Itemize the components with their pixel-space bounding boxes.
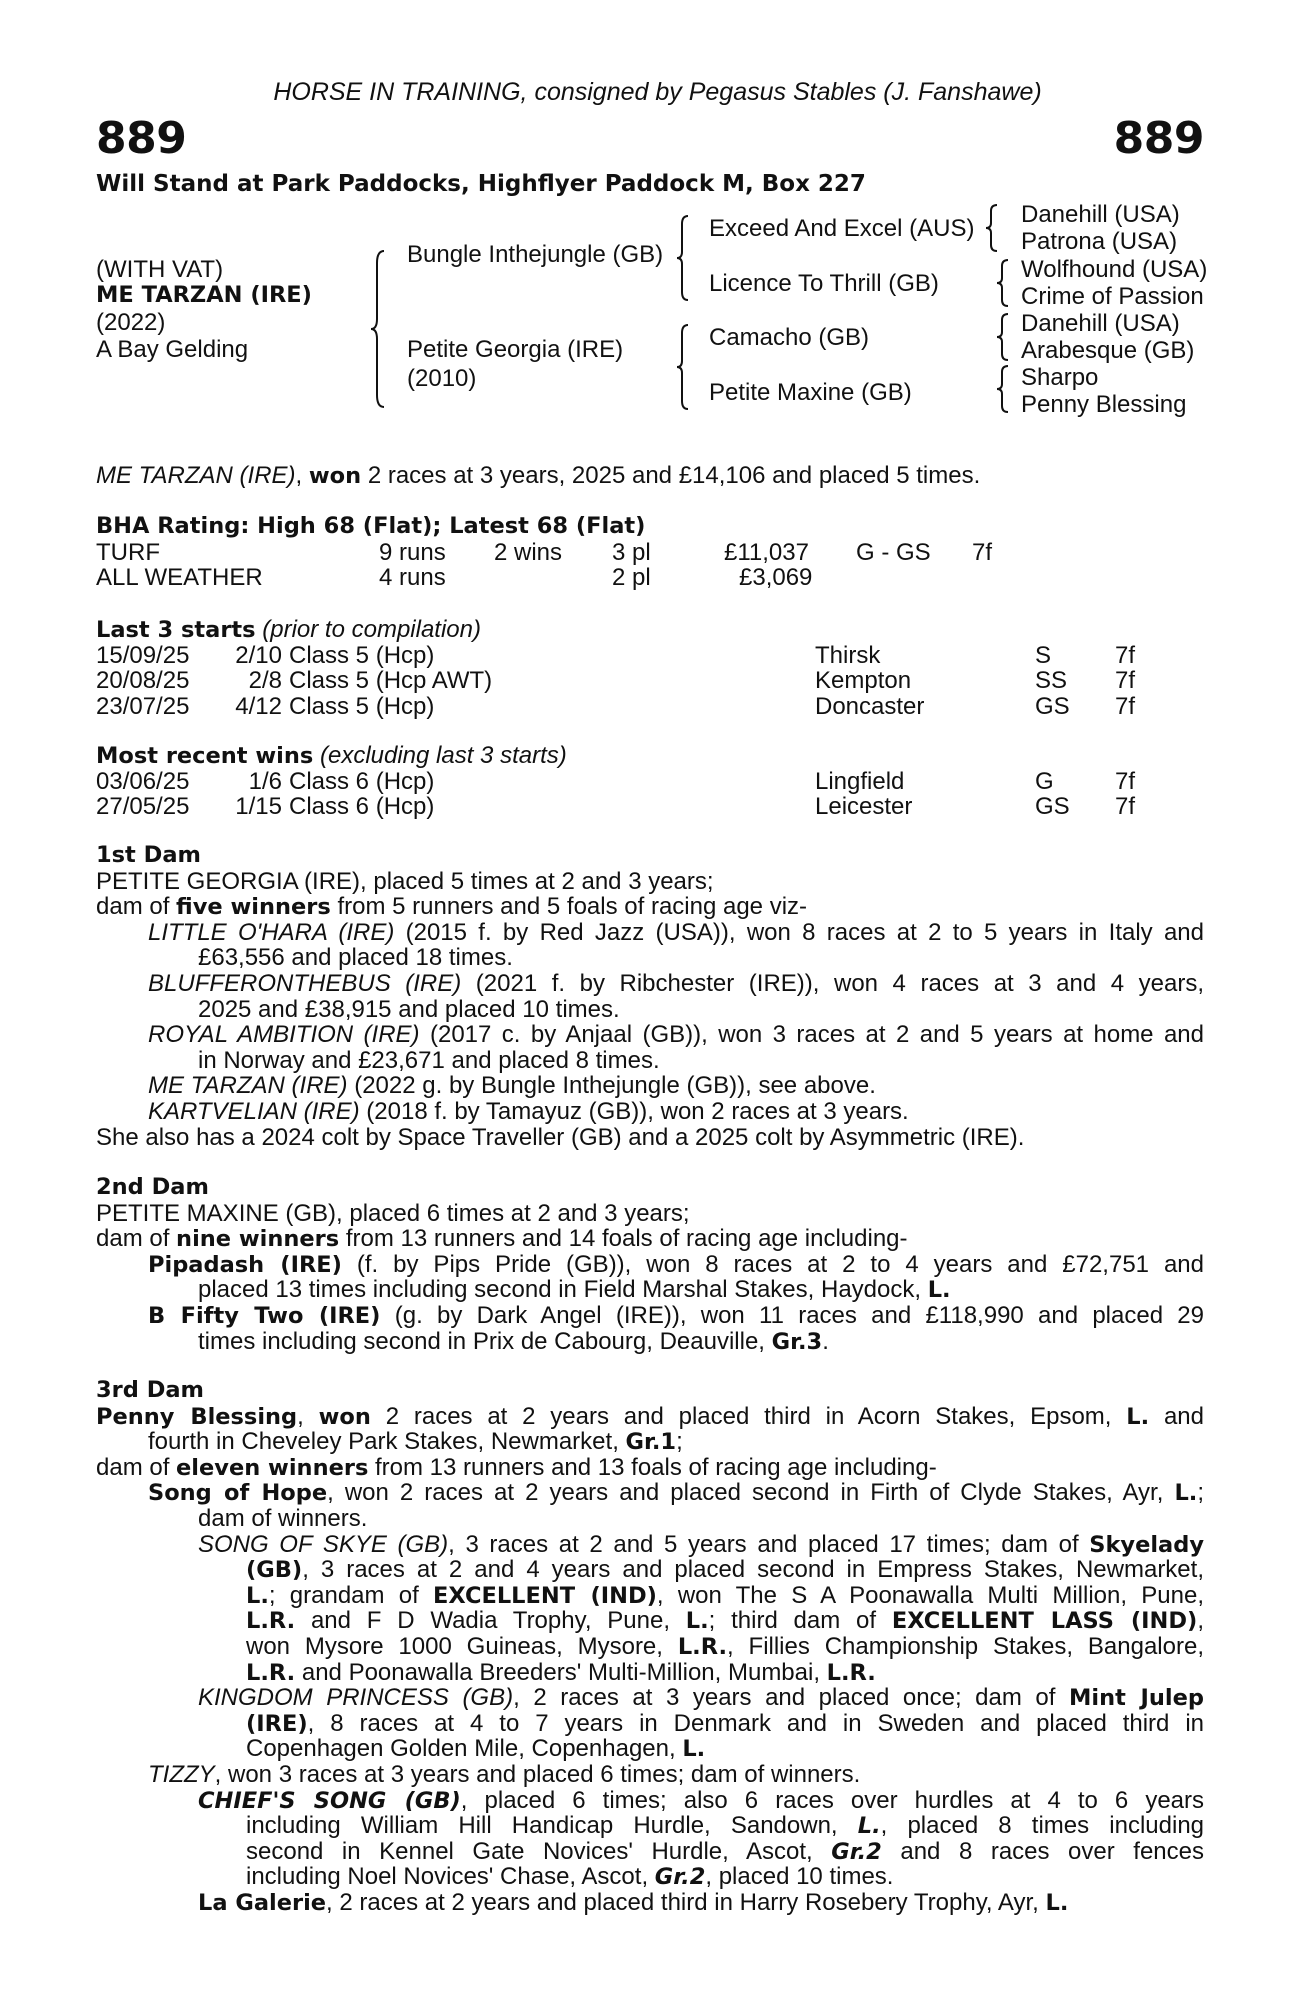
text: fourth in Cheveley Park Stakes, Newmarket, xyxy=(148,1428,626,1456)
produce-name: SONG OF SKYE (GB) xyxy=(198,1531,449,1558)
start-position: 2/10 xyxy=(235,641,282,669)
g-bracket-2 xyxy=(996,258,1010,308)
produce-entry xyxy=(96,971,1204,997)
foaling-year: (2022) xyxy=(96,309,166,336)
placed: 2 pl xyxy=(612,564,651,592)
race-grade: L.R. xyxy=(677,1633,727,1660)
recent-wins-note: (excluding last 3 starts) xyxy=(313,742,567,769)
grandchild-continuation xyxy=(96,1736,1204,1762)
first-dam-title: 1st Dam xyxy=(96,842,201,868)
won-label: won xyxy=(318,1403,371,1430)
g-bracket-4 xyxy=(996,364,1010,414)
distance: 7f xyxy=(972,538,993,566)
second-dam-produce-line xyxy=(96,1226,1204,1252)
produce-entry xyxy=(96,920,1204,946)
race-grade: L. xyxy=(1174,1480,1198,1506)
third-dam-title: 3rd Dam xyxy=(96,1377,204,1403)
text: dam of xyxy=(96,893,177,921)
recent-wins-section xyxy=(96,743,1204,820)
race-grade: L. xyxy=(685,1608,709,1634)
produce-entry xyxy=(96,1073,1204,1099)
win-row xyxy=(96,769,1204,795)
produce-name: TIZZY xyxy=(148,1760,215,1788)
g-bracket-1 xyxy=(985,203,999,253)
surface: TURF xyxy=(96,538,160,566)
produce-name: CHIEF'S SONG (GB) xyxy=(198,1787,461,1814)
produce-continuation: in Norway and £23,671 and placed 8 times. xyxy=(198,1046,660,1074)
grandchild-continuation xyxy=(96,1557,1204,1583)
text: from 13 runners and 14 foals of racing age including- xyxy=(339,1225,908,1253)
lot-number-left: 889 xyxy=(96,113,187,164)
text: . xyxy=(822,1327,829,1355)
win-race: Class 6 (Hcp) xyxy=(289,767,435,795)
last-starts-note: (prior to compilation) xyxy=(255,616,481,643)
ancestor-8: Penny Blessing xyxy=(1021,391,1187,418)
vat-label: (WITH VAT) xyxy=(96,256,224,283)
win-going: G xyxy=(1035,767,1054,795)
start-race: Class 5 (Hcp AWT) xyxy=(289,667,493,695)
wins: 2 wins xyxy=(494,538,563,566)
start-course: Kempton xyxy=(815,667,912,695)
produce-name: ROYAL AMBITION (IRE) xyxy=(148,1022,420,1048)
produce-continuation xyxy=(96,1277,1204,1303)
dam-name: Penny Blessing xyxy=(96,1403,298,1430)
going: G - GS xyxy=(856,538,931,566)
produce-name: KINGDOM PRINCESS (GB) xyxy=(198,1685,514,1711)
win-position: 1/15 xyxy=(235,793,282,821)
third-dam-line xyxy=(96,1404,1204,1430)
produce-continuation: £63,556 and placed 18 times. xyxy=(198,944,513,972)
text: , 8 races at 4 to 7 years in Denmark and in Sweden and placed third in xyxy=(307,1710,1204,1737)
text: , 3 races at 2 and 4 years and placed second in Empress Stakes, Newmarket, xyxy=(302,1557,1204,1583)
produce-name: LITTLE O'HARA (IRE) xyxy=(148,919,395,946)
start-distance: 7f xyxy=(1115,692,1136,720)
produce-name: Song of Hope xyxy=(148,1480,328,1506)
grandchild-entry xyxy=(96,1532,1204,1558)
text: ; third dam of xyxy=(708,1608,892,1634)
summary-horse-name: ME TARZAN (IRE) xyxy=(96,462,296,489)
sire-sire: Exceed And Excel (AUS) xyxy=(709,215,975,242)
last-starts-section xyxy=(96,617,1204,719)
produce-entry xyxy=(96,1252,1204,1278)
start-distance: 7f xyxy=(1115,667,1136,695)
grandchild-continuation xyxy=(96,1864,1204,1890)
text: from 13 runners and 13 foals of racing age including- xyxy=(368,1453,937,1481)
race-grade: L. xyxy=(857,1813,881,1839)
grandchild-entry xyxy=(96,1685,1204,1711)
text: Copenhagen Golden Mile, Copenhagen, xyxy=(246,1735,683,1763)
win-course: Leicester xyxy=(815,793,913,821)
text: , 2 races at 2 years and placed third in Harry Rosebery Trophy, Ayr, xyxy=(326,1888,1046,1916)
first-dam-section xyxy=(96,843,1204,1150)
winners-count: eleven winners xyxy=(176,1454,369,1481)
earnings: £3,069 xyxy=(739,564,813,592)
produce-name: Skyelady xyxy=(1089,1531,1204,1558)
text: (f. by Pips Pride (GB)), won 8 races at 2 to 4 years and £72,751 and xyxy=(341,1251,1204,1278)
start-race: Class 5 (Hcp) xyxy=(289,692,435,720)
produce-name: ME TARZAN (IRE) xyxy=(148,1072,348,1100)
start-row xyxy=(96,694,1204,720)
grandchild-continuation xyxy=(96,1660,1204,1686)
produce-name: BLUFFERONTHEBUS (IRE) xyxy=(148,970,462,997)
text: , 3 races at 2 and 5 years and placed 17 times; dam of xyxy=(448,1531,1090,1558)
start-race: Class 5 (Hcp) xyxy=(289,641,435,669)
winners-count: five winners xyxy=(176,894,331,921)
sire-dam: Licence To Thrill (GB) xyxy=(709,270,939,297)
produce-name: EXCELLENT LASS (IND) xyxy=(891,1608,1198,1634)
rating-section xyxy=(96,514,1204,591)
start-date: 15/09/25 xyxy=(96,641,190,669)
ancestor-5: Danehill (USA) xyxy=(1021,310,1180,337)
grandchild-continuation xyxy=(96,1711,1204,1737)
race-grade: L. xyxy=(1126,1403,1150,1430)
ancestor-3: Wolfhound (USA) xyxy=(1021,256,1208,283)
text: , placed 8 times including xyxy=(880,1813,1204,1839)
dam-year: (2010) xyxy=(407,365,477,392)
text: from 5 runners and 5 foals of racing age viz- xyxy=(330,893,808,921)
pedigree-main-bracket xyxy=(370,249,386,409)
winners-count: nine winners xyxy=(176,1226,340,1253)
text: (2021 f. by Ribchester (IRE)), won 4 races at 3 and 4 years, xyxy=(461,970,1204,997)
start-position: 2/8 xyxy=(248,667,282,695)
third-dam-continuation xyxy=(96,1429,1204,1455)
grandchild-continuation xyxy=(96,1839,1204,1865)
text: dam of xyxy=(96,1225,177,1253)
grandchild-continuation xyxy=(96,1634,1204,1660)
text: ; xyxy=(676,1428,683,1456)
race-grade: Gr.2 xyxy=(654,1864,706,1891)
text: 2 races at 2 years and placed third in Acorn Stakes, Epsom, xyxy=(370,1403,1127,1430)
rating-row-all-weather xyxy=(96,565,1204,591)
produce-name: Pipadash (IRE) xyxy=(148,1251,342,1278)
lot-number-right: 889 xyxy=(1113,113,1204,164)
dam: Petite Georgia (IRE) xyxy=(407,336,624,363)
text: (g. by Dark Angel (IRE)), won 11 races and £118,990 and placed 29 xyxy=(380,1302,1204,1329)
summary-text: 2 races at 3 years, 2025 and £14,106 and placed 5 times. xyxy=(361,462,981,489)
text: placed 13 times including second in Field Marshal Stakes, Haydock, xyxy=(198,1276,928,1304)
start-distance: 7f xyxy=(1115,641,1136,669)
win-position: 1/6 xyxy=(248,767,282,795)
text: (2018 f. by Tamayuz (GB)), won 2 races at 3 years. xyxy=(359,1097,909,1125)
start-going: GS xyxy=(1035,692,1070,720)
text: , Fillies Championship Stakes, Bangalore, xyxy=(727,1633,1204,1660)
win-date: 27/05/25 xyxy=(96,793,190,821)
ancestor-1: Danehill (USA) xyxy=(1021,201,1180,228)
text: , xyxy=(297,1403,319,1430)
produce-name: Mint Julep xyxy=(1068,1685,1204,1711)
start-going: S xyxy=(1035,641,1052,669)
text: , 2 races at 3 years and placed once; dam of xyxy=(513,1685,1069,1711)
produce-name: (IRE) xyxy=(246,1710,308,1737)
summary-won: won xyxy=(308,463,362,489)
text: , xyxy=(1197,1608,1204,1634)
start-course: Doncaster xyxy=(815,692,925,720)
produce-name: (GB) xyxy=(246,1557,303,1583)
text: and xyxy=(1149,1403,1204,1430)
dam-sire: Camacho (GB) xyxy=(709,324,870,351)
produce-continuation: dam of winners. xyxy=(198,1504,368,1532)
produce-entry xyxy=(96,1762,1204,1788)
catalogue-header: HORSE IN TRAINING, consigned by Pegasus Stables (J. Fanshawe) xyxy=(273,78,1042,106)
start-position: 4/12 xyxy=(235,692,282,720)
placed: 3 pl xyxy=(612,538,651,566)
start-date: 20/08/25 xyxy=(96,667,190,695)
win-row xyxy=(96,794,1204,820)
rating-title: BHA Rating: High 68 (Flat); Latest 68 (Flat) xyxy=(96,513,646,539)
horse-name: ME TARZAN (IRE) xyxy=(96,282,312,308)
text: , won 3 races at 3 years and placed 6 times; dam of winners. xyxy=(214,1760,861,1788)
start-course: Thirsk xyxy=(815,641,881,669)
stand-location: Will Stand at Park Paddocks, Highflyer Paddock M, Box 227 xyxy=(96,171,866,197)
race-grade: Gr.2 xyxy=(831,1838,882,1865)
second-dam-section xyxy=(96,1175,1204,1354)
grandchild-entry xyxy=(96,1788,1204,1814)
younger-produce: She also has a 2024 colt by Space Traveller (GB) and a 2025 colt by Asymmetric (IRE). xyxy=(96,1123,1025,1151)
text: and 8 races over fences xyxy=(881,1838,1204,1865)
ancestor-7: Sharpo xyxy=(1021,364,1099,391)
summary-comma: , xyxy=(295,462,303,489)
first-dam-line: PETITE GEORGIA (IRE), placed 5 times at 2 and 3 years; xyxy=(96,867,714,895)
text: (2022 g. by Bungle Inthejungle (GB)), see above. xyxy=(347,1072,876,1100)
dam-dam: Petite Maxine (GB) xyxy=(709,379,912,406)
text: and F D Wadia Trophy, Pune, xyxy=(295,1608,686,1634)
race-grade: L. xyxy=(1045,1889,1069,1916)
start-date: 23/07/25 xyxy=(96,692,190,720)
produce-entry xyxy=(96,1480,1204,1506)
last-starts-title: Last 3 starts xyxy=(96,617,256,643)
text: ; xyxy=(1197,1480,1204,1506)
runs: 4 runs xyxy=(379,564,446,592)
second-dam-title: 2nd Dam xyxy=(96,1174,209,1200)
race-grade: L. xyxy=(246,1582,269,1609)
produce-name: EXCELLENT (IND) xyxy=(433,1582,657,1609)
sire: Bungle Inthejungle (GB) xyxy=(407,241,664,268)
win-date: 03/06/25 xyxy=(96,767,190,795)
produce-continuation: 2025 and £38,915 and placed 10 times. xyxy=(198,995,620,1023)
horse-description: A Bay Gelding xyxy=(96,336,249,363)
win-going: GS xyxy=(1035,793,1070,821)
dam-bracket xyxy=(676,323,690,411)
grandchild-entry xyxy=(96,1890,1204,1916)
race-summary xyxy=(96,463,980,490)
race-grade: L. xyxy=(927,1277,951,1304)
race-grade: L. xyxy=(682,1736,706,1763)
ancestor-6: Arabesque (GB) xyxy=(1021,337,1195,364)
text: , placed 6 times; also 6 races over hurdles at 4 to 6 years xyxy=(460,1787,1204,1814)
first-dam-produce-line xyxy=(96,894,1204,920)
text: dam of xyxy=(96,1453,177,1481)
text: , placed 10 times. xyxy=(705,1863,894,1891)
text: (2015 f. by Red Jazz (USA)), won 8 races at 2 to 5 years in Italy and xyxy=(394,919,1204,946)
second-dam-line: PETITE MAXINE (GB), placed 6 times at 2 and 3 years; xyxy=(96,1199,690,1227)
text: , won 2 races at 2 years and placed second in Firth of Clyde Stakes, Ayr, xyxy=(327,1480,1175,1506)
win-distance: 7f xyxy=(1115,767,1136,795)
produce-continuation xyxy=(96,1329,1204,1355)
win-distance: 7f xyxy=(1115,793,1136,821)
g-bracket-3 xyxy=(996,312,1010,362)
surface: ALL WEATHER xyxy=(96,564,263,592)
text: ; grandam of xyxy=(268,1582,434,1609)
win-course: Lingfield xyxy=(815,767,905,795)
produce-name: La Galerie xyxy=(198,1889,327,1916)
text: (2017 c. by Anjaal (GB)), won 3 races at 2 and 5 years at home and xyxy=(419,1022,1204,1048)
text: times including second in Prix de Cabourg, Deauville, xyxy=(198,1327,772,1355)
win-race: Class 6 (Hcp) xyxy=(289,793,435,821)
race-grade: L.R. xyxy=(826,1659,876,1686)
grandchild-continuation xyxy=(96,1813,1204,1839)
grandchild-continuation xyxy=(96,1583,1204,1609)
text: , won The S A Poonawalla Multi Million, Pune, xyxy=(656,1582,1204,1609)
race-grade: Gr.3 xyxy=(771,1328,823,1355)
text: including William Hill Handicap Hurdle, Sandown, xyxy=(246,1813,858,1839)
text: including Noel Novices' Chase, Ascot, xyxy=(246,1863,655,1891)
race-grade: L.R. xyxy=(246,1659,296,1686)
race-grade: Gr.1 xyxy=(625,1429,677,1456)
ancestor-2: Patrona (USA) xyxy=(1021,228,1178,255)
grandchild-continuation xyxy=(96,1608,1204,1634)
produce-entry xyxy=(96,1022,1204,1048)
produce-name: B Fifty Two (IRE) xyxy=(148,1302,381,1329)
produce-entry xyxy=(96,1303,1204,1329)
ancestor-4: Crime of Passion xyxy=(1021,283,1204,310)
text: and Poonawalla Breeders' Multi-Million, Mumbai, xyxy=(295,1658,827,1686)
text: second in Kennel Gate Novices' Hurdle, Ascot, xyxy=(246,1838,832,1865)
produce-name: KARTVELIAN (IRE) xyxy=(148,1097,360,1125)
runs: 9 runs xyxy=(379,538,446,566)
start-row xyxy=(96,643,1204,669)
rating-row-turf xyxy=(96,540,1204,566)
sire-bracket xyxy=(676,214,690,302)
text: won Mysore 1000 Guineas, Mysore, xyxy=(246,1633,678,1660)
third-dam-produce-line xyxy=(96,1455,1204,1481)
start-going: SS xyxy=(1035,667,1068,695)
third-dam-section xyxy=(96,1378,1204,1915)
recent-wins-title: Most recent wins xyxy=(96,743,314,769)
start-row xyxy=(96,668,1204,694)
produce-entry xyxy=(96,1099,1204,1125)
race-grade: L.R. xyxy=(246,1608,296,1634)
earnings: £11,037 xyxy=(724,538,809,566)
